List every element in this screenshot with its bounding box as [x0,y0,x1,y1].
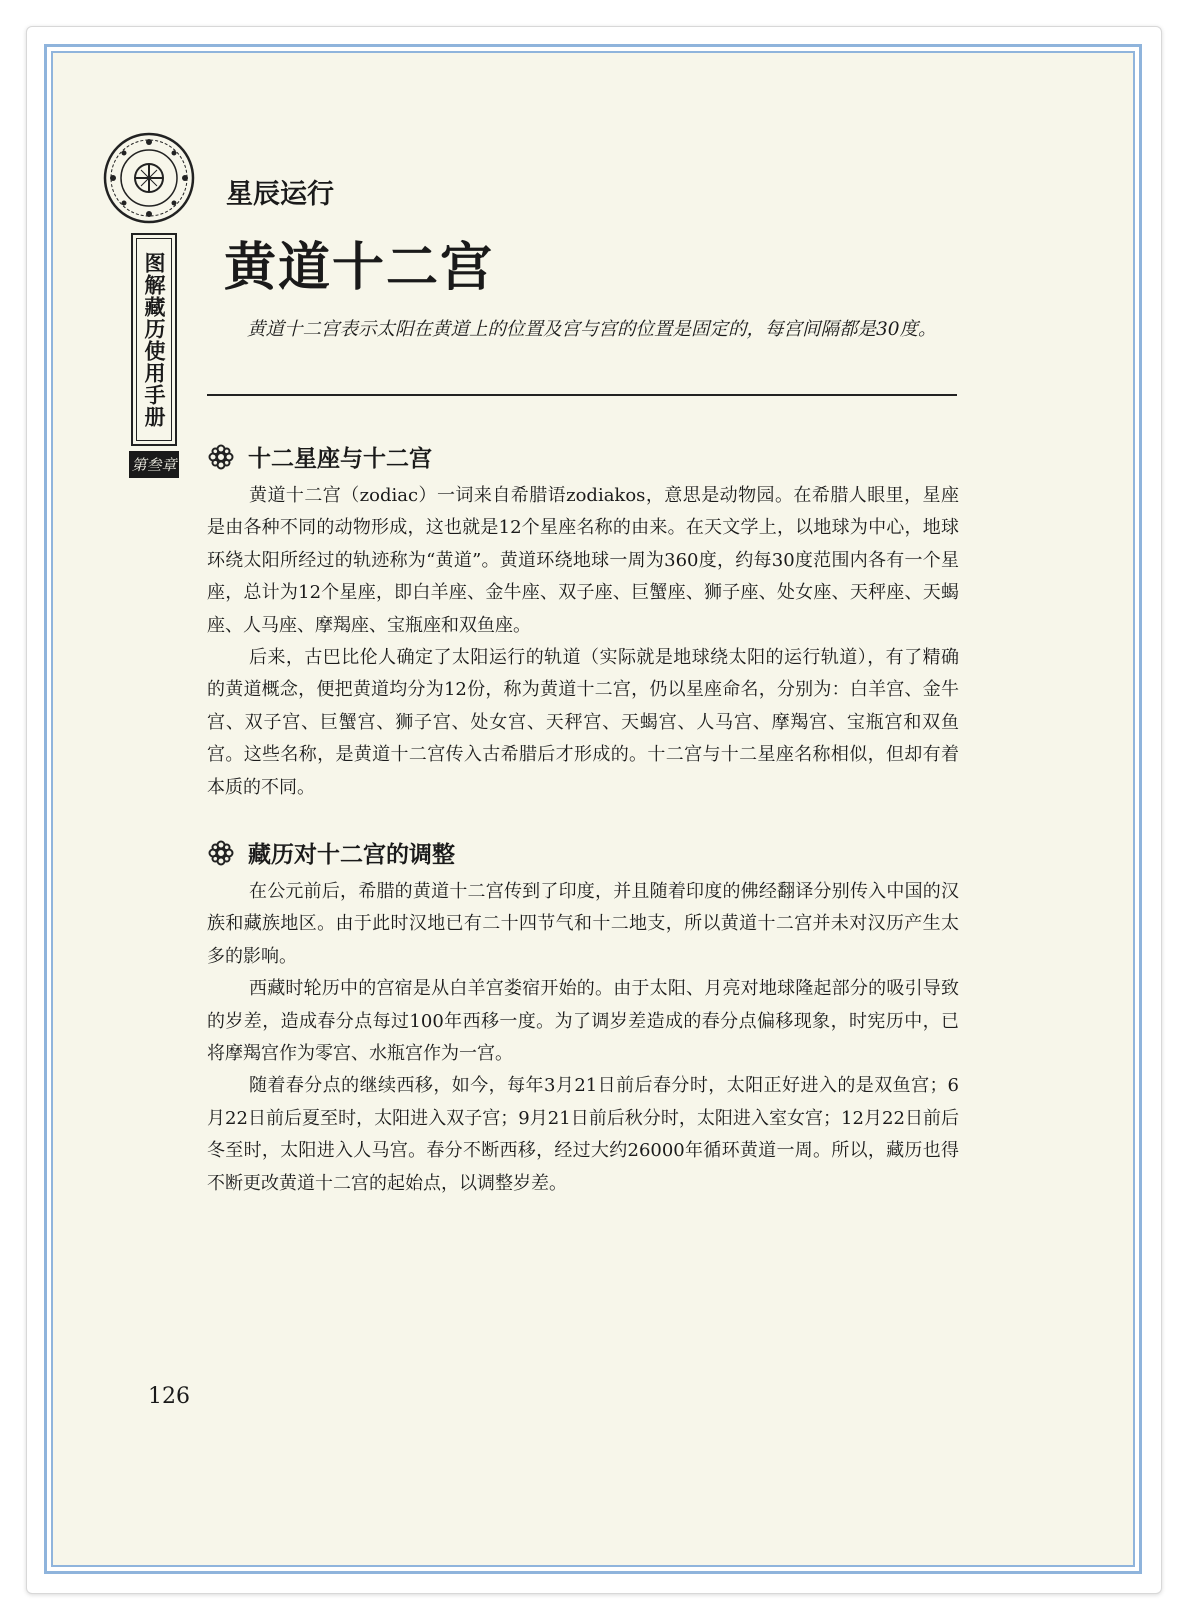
section-heading-1 [208,440,432,473]
flower-bullet-icon [208,840,234,866]
section-heading-text: 藏历对十二宫的调整 [248,842,455,868]
page-frame-inner [51,51,1135,1567]
chapter-tag: 第叁章 [129,451,179,478]
section-heading-text: 十二星座与十二宫 [248,446,432,472]
flower-bullet-icon [208,444,234,470]
section-heading-2 [208,836,455,869]
paragraph: 黄道十二宫（zodiac）一词来自希腊语zodiakos，意思是动物园。在希腊人眼里，星座是由各种不同的动物形成，这也就是12个星座名称的由来。在天文学上，以地球为中心，地球环绕太阳所经过的轨迹称为“黄道”。黄道环绕地球一周为360度，约每30度范围内各有一个星座，总计为12个星座，即白羊座、金牛座、双子座、巨蟹座、狮子座、处女座、天秤座、天蝎座、人马座、摩羯座、宝瓶座和双鱼座。 [207,485,959,636]
book-title-label [131,233,177,446]
paragraph: 西藏时轮历中的宫宿是从白羊宫娄宿开始的。由于太阳、月亮对地球隆起部分的吸引导致的岁差，造成春分点每过100年西移一度。为了调岁差造成的春分点偏移现象，时宪历中，已将摩羯宫作为零宫、水瓶宫作为一宫。 [207,978,959,1065]
paragraph: 随着春分点的继续西移，如今，每年3月21日前后春分时，太阳正好进入的是双鱼宫；6月22日前后夏至时，太阳进入双子宫；9月21日前后秋分时，太阳进入室女宫；12月22日前后冬至时，太阳进入人马宫。春分不断西移，经过大约26000年循环黄道一周。所以，藏历也得不断更改黄道十二宫的起始点，以调整岁差。 [207,1075,959,1194]
section-body-1 [207,480,959,804]
section-body-2 [207,876,959,1200]
book-title-text: 图解藏历使用手册 [136,238,172,441]
lead-paragraph: 黄道十二宫表示太阳在黄道上的位置及宫与宫的位置是固定的，每宫间隔都是30度。 [247,319,937,340]
seal-ornament-icon [103,132,195,224]
page-title: 黄道十二宫 [224,237,495,298]
paragraph: 在公元前后，希腊的黄道十二宫传到了印度，并且随着印度的佛经翻译分别传入中国的汉族和藏族地区。由于此时汉地已有二十四节气和十二地支，所以黄道十二宫并未对汉历产生太多的影响。 [207,881,959,967]
paragraph: 后来，古巴比伦人确定了太阳运行的轨道（实际就是地球绕太阳的运行轨道），有了精确的黄道概念，便把黄道均分为12份，称为黄道十二宫，仍以星座命名，分别为：白羊宫、金牛宫、双子宫、巨蟹宫、狮子宫、处女宫、天秤宫、天蝎宫、人马宫、摩羯宫、宝瓶宫和双鱼宫。这些名称，是黄道十二宫传入古希腊后才形成的。十二宫与十二星座名称相似，但却有着本质的不同。 [207,647,959,798]
page-number: 126 [148,1384,190,1409]
divider [207,394,957,396]
section-label: 星辰运行 [226,179,334,210]
